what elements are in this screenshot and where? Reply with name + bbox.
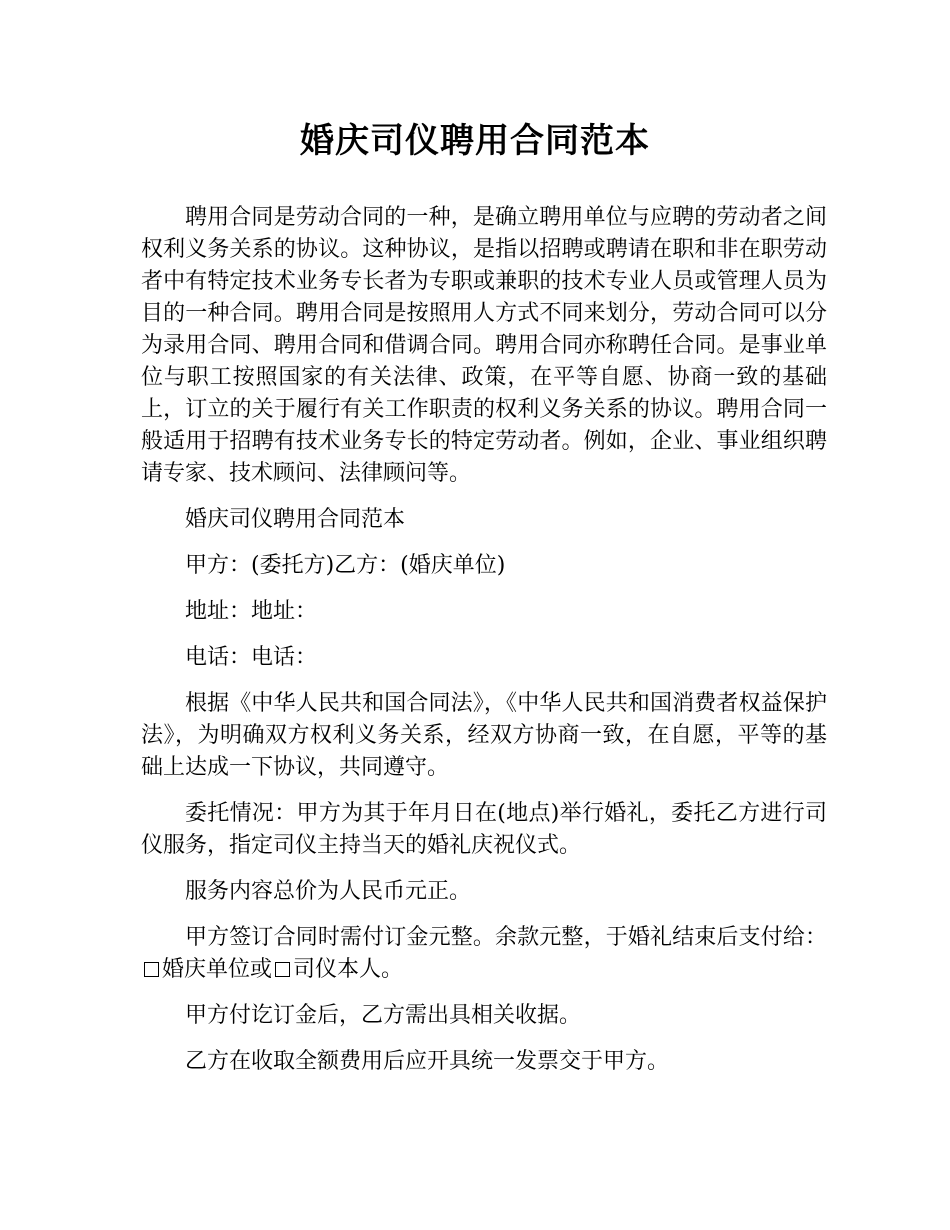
parties-paragraph: 甲方：(委托方)乙方：(婚庆单位): [185, 553, 506, 578]
document-title: 婚庆司仪聘用合同范本: [300, 121, 650, 161]
checkbox-icon: [275, 962, 290, 977]
basis-paragraph: 根据《中华人民共和国合同法》，《中华人民共和国消费者权益保护法》，为明确双方权利义务关系，经双方协商一致，在自愿，平等的基础上达成一下协议，共同遵守。: [141, 691, 827, 780]
address-paragraph: 地址：地址：: [185, 599, 318, 624]
checkbox-icon: [144, 962, 159, 977]
payment-option-2: 司仪本人。: [293, 957, 404, 982]
phone-paragraph: 电话：电话：: [185, 645, 318, 670]
payment-text: 甲方签订合同时需付订金元整。余款元整，于婚礼结束后支付给：: [185, 925, 827, 950]
payment-option-1: 婚庆单位或: [162, 957, 273, 982]
receipt-paragraph: 甲方付讫订金后，乙方需出具相关收据。: [185, 1003, 582, 1028]
invoice-paragraph: 乙方在收取全额费用后应开具统一发票交于甲方。: [185, 1049, 670, 1074]
document-body: [141, 202, 827, 1092]
intro-paragraph: 聘用合同是劳动合同的一种，是确立聘用单位与应聘的劳动者之间权利义务关系的协议。这种协议，是指以招聘或聘请在职和非在职劳动者中有特定技术业务专长者为专职或兼职的技术专业人员或管理人员为目的一种合同。聘用合同是按照用人方式不同来划分，劳动合同可以分为录用合同、聘用合同和借调合同。聘用合同亦称聘任合同。是事业单位与职工按照国家的有关法律、政策，在平等自愿、协商一致的基础上，订立的关于履行有关工作职责的权利义务关系的协议。聘用合同一般适用于招聘有技术业务专长的特定劳动者。例如，企业、事业组织聘请专家、技术顾问、法律顾问等。: [141, 205, 827, 486]
payment-paragraph: [141, 922, 827, 986]
entrust-paragraph: 委托情况：甲方为其于年月日在(地点)举行婚礼，委托乙方进行司仪服务，指定司仪主持当天的婚礼庆祝仪式。: [141, 801, 827, 858]
price-paragraph: 服务内容总价为人民币元正。: [185, 879, 472, 904]
subtitle-paragraph: 婚庆司仪聘用合同范本: [185, 507, 406, 532]
